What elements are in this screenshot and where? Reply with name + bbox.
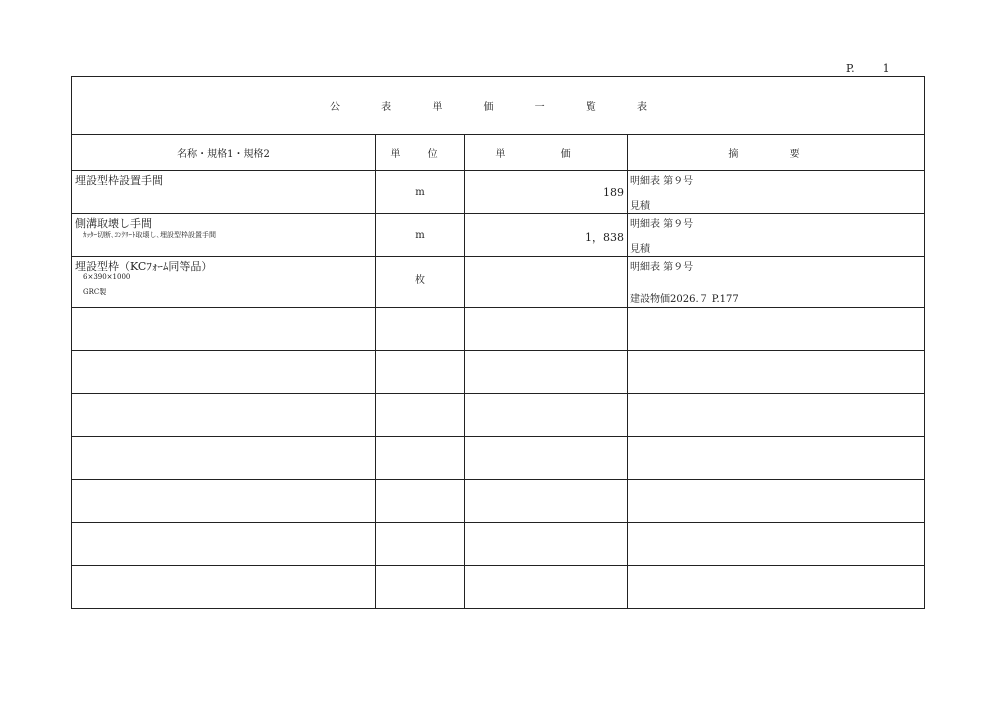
- remark-line-2: 見積: [630, 244, 650, 255]
- document-title: 公 表 単 価 一 覧 表: [72, 77, 925, 135]
- price-cell: [465, 437, 628, 480]
- page-number: [846, 62, 890, 75]
- empty-row: [72, 437, 925, 480]
- price-cell: [465, 523, 628, 566]
- price-cell: [465, 351, 628, 394]
- price-list-table: [71, 76, 925, 609]
- unit-cell: [376, 437, 465, 480]
- page-label: P.: [846, 62, 855, 75]
- name-cell: [72, 394, 376, 437]
- name-cell: [72, 523, 376, 566]
- remarks-cell: [628, 394, 925, 437]
- empty-row: [72, 308, 925, 351]
- unit-cell: [376, 566, 465, 609]
- table-row: [72, 171, 925, 214]
- header-remarks: 摘 要: [628, 135, 925, 171]
- unit-cell: [376, 351, 465, 394]
- header-price: 単 価: [465, 135, 628, 171]
- remark-line-1: 明細表 第９号: [630, 176, 694, 187]
- header-unit: 単 位: [376, 135, 465, 171]
- empty-row: [72, 394, 925, 437]
- header-name: 名称・規格1・規格2: [72, 135, 376, 171]
- remarks-cell: [628, 171, 925, 214]
- remark-line-1: 明細表 第９号: [630, 262, 694, 273]
- item-spec-2: GRC製: [83, 288, 107, 296]
- empty-row: [72, 566, 925, 609]
- remark-line-2: 見積: [630, 201, 650, 212]
- name-cell: [72, 480, 376, 523]
- name-cell: [72, 257, 376, 308]
- remarks-cell: [628, 351, 925, 394]
- unit-cell: m: [376, 171, 465, 214]
- name-cell: [72, 351, 376, 394]
- name-cell: [72, 171, 376, 214]
- unit-cell: [376, 308, 465, 351]
- name-cell: [72, 308, 376, 351]
- page-number-value: 1: [882, 62, 890, 75]
- price-cell: [465, 480, 628, 523]
- header-row: [72, 135, 925, 171]
- unit-cell: [376, 480, 465, 523]
- unit-cell: [376, 394, 465, 437]
- unit-price: 189: [603, 186, 624, 199]
- item-name: 埋設型枠設置手間: [75, 174, 163, 187]
- empty-row: [72, 351, 925, 394]
- table-row: [72, 257, 925, 308]
- remark-line-1: 明細表 第９号: [630, 219, 694, 230]
- unit-cell: m: [376, 214, 465, 257]
- price-cell: [465, 308, 628, 351]
- item-spec-1: ｶｯﾀｰ切断､ｺﾝｸﾘｰﾄ取壊し､埋設型枠設置手間: [83, 231, 216, 239]
- name-cell: [72, 566, 376, 609]
- remarks-cell: [628, 214, 925, 257]
- remark-line-2: 建設物価2026.７ P.177: [630, 294, 739, 305]
- remarks-cell: [628, 480, 925, 523]
- price-cell: [465, 171, 628, 214]
- unit-cell: [376, 523, 465, 566]
- remarks-cell: [628, 566, 925, 609]
- item-name: 側溝取壊し手間: [75, 217, 152, 230]
- item-spec-1: 6×390×1000: [83, 273, 131, 281]
- name-cell: [72, 214, 376, 257]
- name-cell: [72, 437, 376, 480]
- table-row: [72, 214, 925, 257]
- price-cell: [465, 257, 628, 308]
- price-cell: [465, 394, 628, 437]
- remarks-cell: [628, 523, 925, 566]
- item-name: 埋設型枠（KCﾌｫｰﾑ同等品）: [75, 260, 213, 273]
- price-cell: [465, 566, 628, 609]
- remarks-cell: [628, 308, 925, 351]
- remarks-cell: [628, 257, 925, 308]
- empty-row: [72, 523, 925, 566]
- remarks-cell: [628, 437, 925, 480]
- unit-price: 1，838: [585, 231, 624, 244]
- unit-cell: 枚: [376, 257, 465, 308]
- price-cell: [465, 214, 628, 257]
- empty-row: [72, 480, 925, 523]
